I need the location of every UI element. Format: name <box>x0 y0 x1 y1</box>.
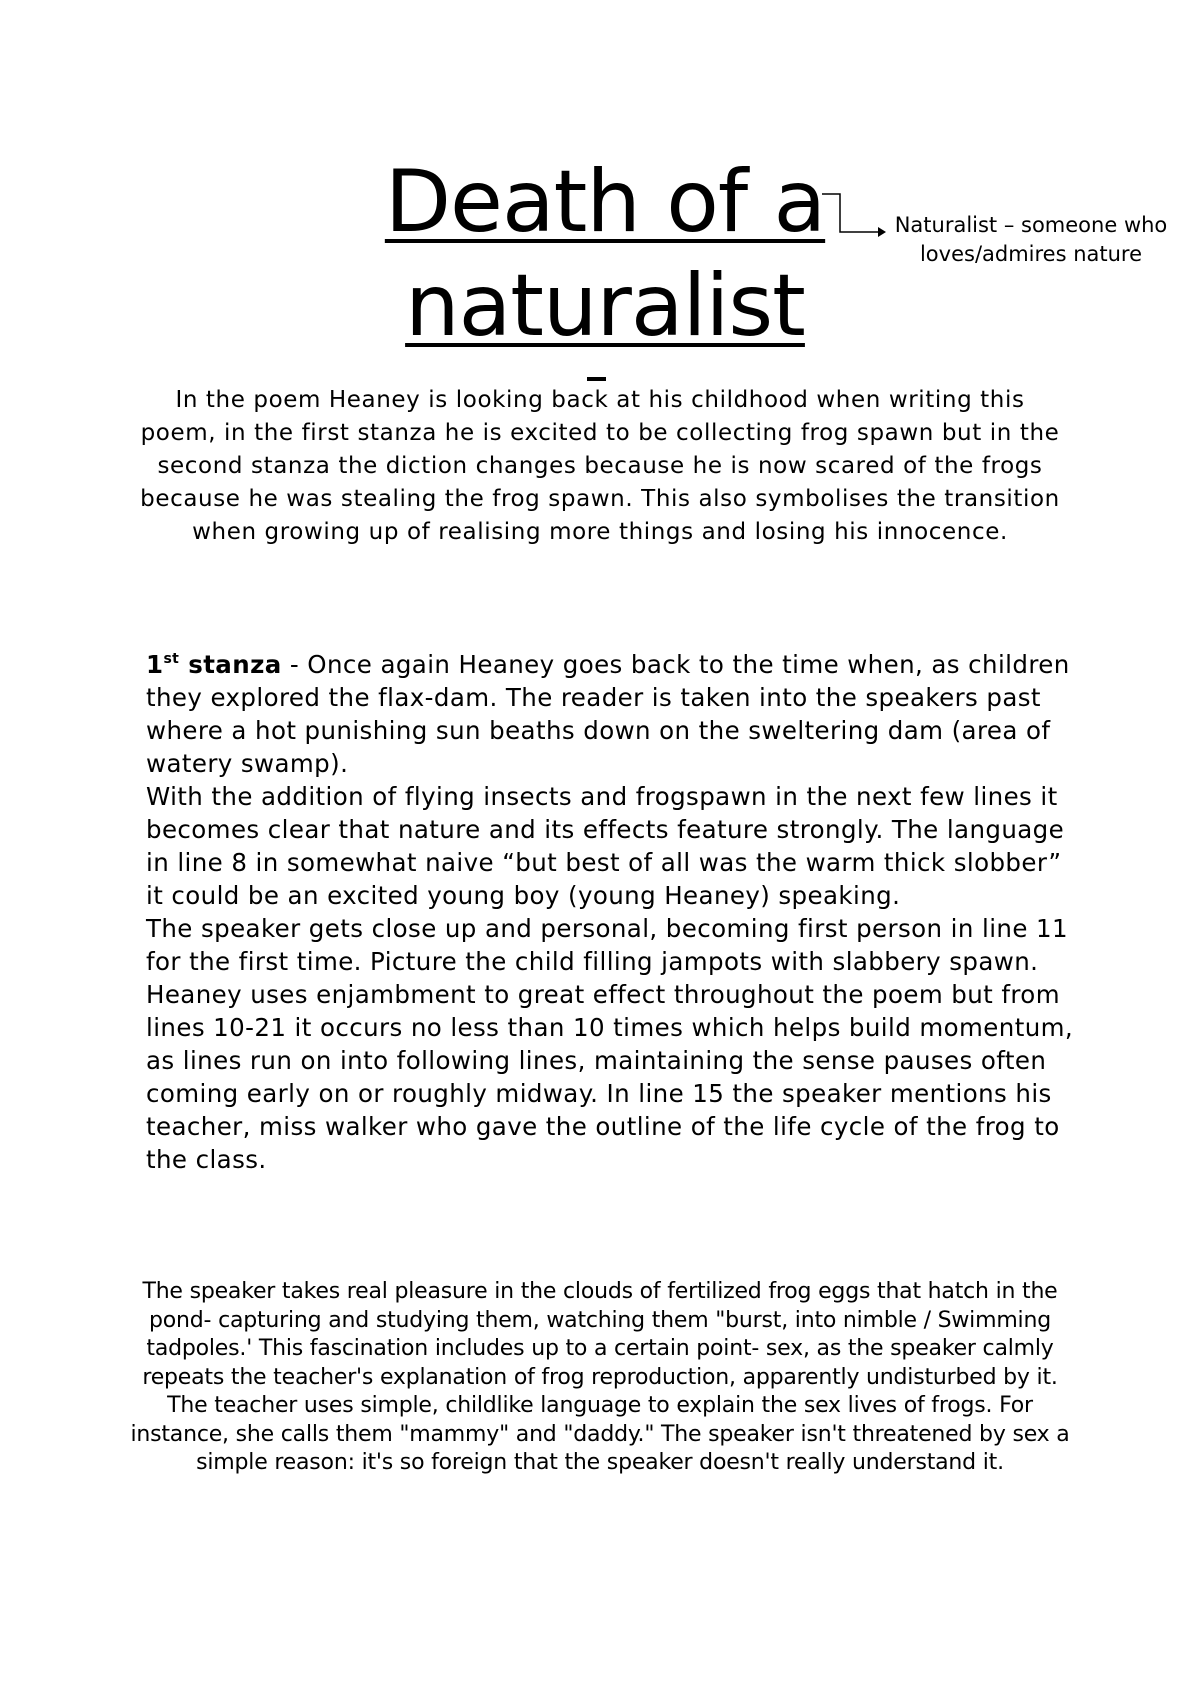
title-dash <box>587 377 606 381</box>
stanza-number: 1 <box>146 650 164 679</box>
stanza-paragraph-3: The speaker gets close up and personal, becoming first person in line 11 for the first time. Picture the child filling jampots with slabbery spawn. Heaney uses enjambment to great effect throughout the poem but from lines 10-21 it occurs no less than 10 times which helps build momentum, as lines run on into following lines, maintaining the sense pauses often coming early on or roughly midway. In line 15 the speaker mentions his teacher, miss walker who gave the outline of the life cycle of the frog to the class. <box>146 914 1074 1174</box>
title-line-2: naturalist <box>405 256 805 356</box>
stanza-ordinal: st <box>163 651 180 667</box>
stanza-paragraph-1-text: - Once again Heaney goes back to the time when, as children they explored the flax-dam. The reader is taken into the speakers past where a hot punishing sun beaths down on the sweltering dam (area of watery swamp). <box>146 650 1070 778</box>
stanza-analysis <box>146 648 1076 1176</box>
intro-paragraph: In the poem Heaney is looking back at his childhood when writing this poem, in the first stanza he is excited to be collecting frog spawn but in the second stanza the diction changes because he is now scared of the frogs because he was stealing the frog spawn. This also symbolises the transition when growing up of realising more things and losing his innocence. <box>140 387 1060 545</box>
definition-callout: Naturalist – someone who loves/admires nature <box>894 213 1168 266</box>
title-line-1: Death of a <box>384 152 826 252</box>
closing-paragraph: The speaker takes real pleasure in the clouds of fertilized frog eggs that hatch in the pond- capturing and studying them, watching them "burst, into nimble / Swimming tadpoles.' This fascination includes up to a certain point- sex, as the speaker calmly repeats the teacher's explanation of frog reproduction, apparently undisturbed by it. The teacher uses simple, childlike language to explain the sex lives of frogs. For instance, she calls them "mammy" and "daddy." The speaker isn't threatened by sex a simple reason: it's so foreign that the speaker doesn't really understand it. <box>130 1279 1070 1475</box>
stanza-paragraph-2: With the addition of flying insects and frogspawn in the next few lines it becomes clear that nature and its effects feature strongly. The language in line 8 in somewhat naive “but best of all was the warm thick slobber” it could be an excited young boy (young Heaney) speaking. <box>146 782 1065 910</box>
stanza-paragraph-1 <box>146 648 1076 780</box>
stanza-heading <box>146 650 282 679</box>
document-title <box>300 150 910 358</box>
stanza-word: stanza <box>179 650 282 679</box>
